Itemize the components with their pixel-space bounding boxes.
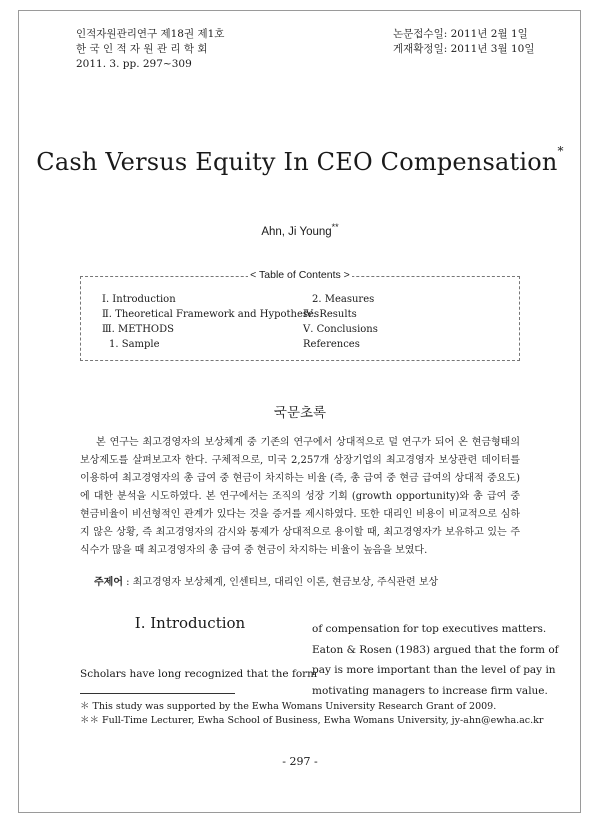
- body-line: Eaton & Rosen (1983) argued that the form of: [312, 643, 559, 656]
- author-footnote-marker: **: [331, 222, 339, 232]
- body-text-left-column: Scholars have long recognized that the form: [80, 668, 318, 680]
- body-line: pay is more important than the level of pay in: [312, 664, 556, 676]
- toc-item: 1. Sample: [109, 339, 160, 350]
- society-name: 한 국 인 적 자 원 관 리 학 회: [76, 43, 208, 55]
- toc-left-column: [102, 292, 319, 352]
- toc-item: Ⅱ. Theoretical Framework and Hypotheses: [102, 309, 320, 320]
- toc-item: Ⅳ. Results: [303, 309, 357, 320]
- issue-pages: 2011. 3. pp. 297~309: [76, 58, 192, 70]
- title-footnote-marker: *: [557, 144, 564, 158]
- footnote-funding: ＊ This study was supported by the Ewha Womans University Research Grant of 2009.: [80, 701, 497, 712]
- footnote-author-affiliation: ＊＊ Full-Time Lecturer, Ewha School of Business, Ewha Womans University, jy-ahn@ewha.ac.kr: [80, 715, 544, 726]
- paper-title-text: Cash Versus Equity In CEO Compensation: [36, 148, 558, 176]
- abstract-body: [80, 434, 520, 560]
- toc-item: Ⅴ. Conclusions: [303, 324, 378, 335]
- received-date: 논문접수일: 2011년 2월 1일: [393, 28, 528, 40]
- toc-right-column: [303, 292, 378, 352]
- footnotes: [80, 700, 543, 728]
- author-line: [0, 222, 600, 238]
- body-line: of compensation for top executives matters.: [312, 623, 547, 635]
- author-name: Ahn, Ji Young: [261, 225, 332, 238]
- toc-item: Ⅲ. METHODS: [102, 324, 174, 335]
- abstract-paragraph: 본 연구는 최고경영자의 보상체계 중 기존의 연구에서 상대적으로 덜 연구가 되어 온 현금형태의 보상제도를 살펴보고자 한다. 구체적으로, 미국 2,257개 상장기업의 최고경영자 보상관련 데이터를 이용하여 최고경영자의 총 급여 중 현금이 차지하는 비율 (즉, 총 급여 중 현금 급여의 상대적 중요도)에 대한 분석을 시도하였다. 본 연구에서는 조직의 성장 기회 (growth opportunity)와 총 급여 중 현금비율이 비선형적인 관계가 있다는 것을 증거를 제시하였다. 또한 대리인 비용이 비교적으로 심하지 않은 상황, 즉 최고경영자의 감시와 통제가 상대적으로 용이할 때, 최고경영자가 보유하고 있는 주식수가 많을 때 최고경영자의 총 급여 중 현금이 차지하는 비율이 높음을 보였다.: [80, 437, 520, 556]
- toc-item: 2. Measures: [312, 294, 375, 305]
- submission-dates: [393, 27, 534, 57]
- paper-title: [0, 144, 600, 176]
- keywords-line: [94, 573, 438, 588]
- body-text-right-column: [312, 619, 559, 701]
- journal-info: [76, 27, 224, 72]
- keywords-label: 주제어: [94, 577, 123, 588]
- body-line: motivating managers to increase firm value.: [312, 684, 548, 697]
- toc-heading: < Table of Contents >: [250, 269, 350, 281]
- table-of-contents: [80, 269, 520, 361]
- keywords-text: 최고경영자 보상체계, 인센티브, 대리인 이론, 현금보상, 주식관련 보상: [132, 577, 439, 588]
- toc-item: Ⅰ. Introduction: [102, 294, 176, 305]
- footnote-divider: [80, 693, 235, 694]
- section-heading-introduction: Ⅰ. Introduction: [134, 614, 246, 632]
- journal-name: 인적자원관리연구 제18권 제1호: [76, 28, 225, 40]
- toc-item: References: [303, 339, 360, 350]
- page-number: - 297 -: [282, 755, 318, 768]
- keywords-separator: :: [122, 577, 133, 588]
- accepted-date: 게재확정일: 2011년 3월 10일: [393, 43, 535, 55]
- abstract-heading: 국문초록: [273, 405, 327, 420]
